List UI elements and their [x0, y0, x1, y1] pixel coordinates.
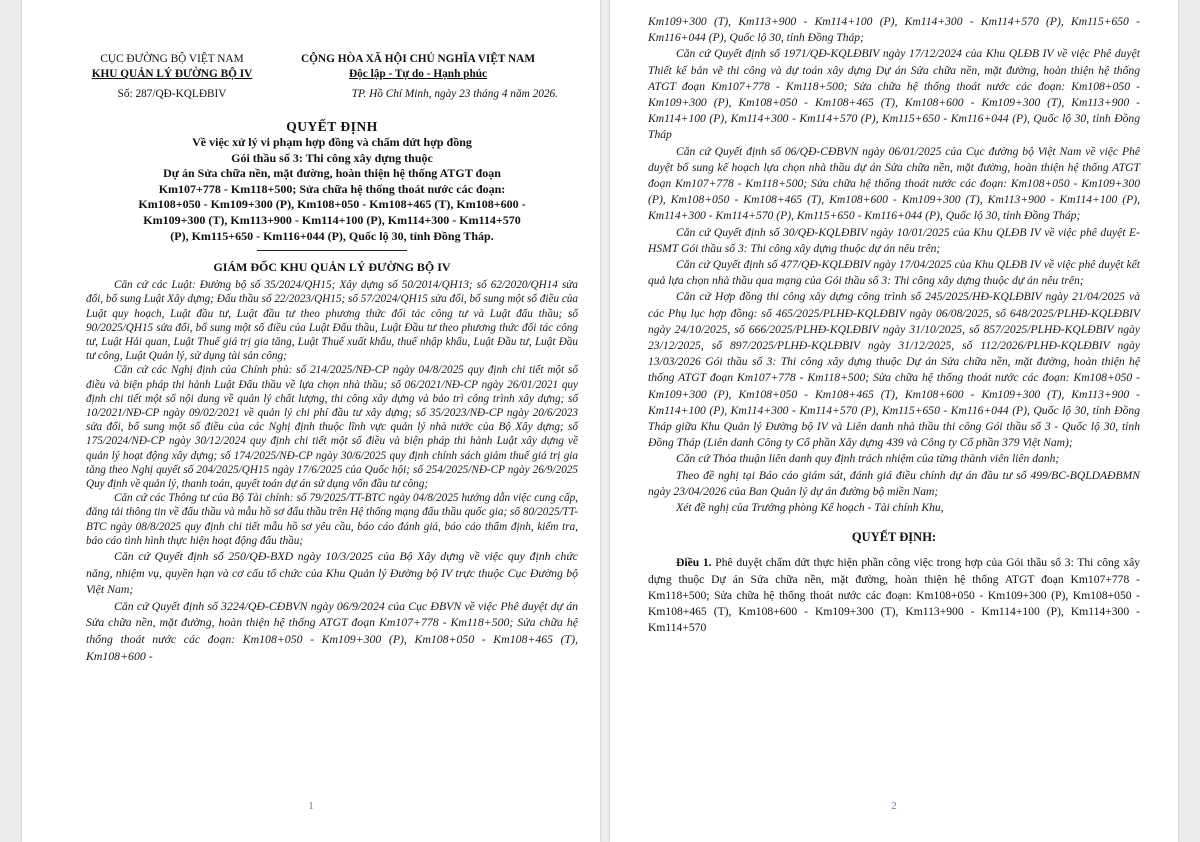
legal-basis-paragraph: Km109+300 (T), Km113+900 - Km114+100 (P), Km114+300 - Km114+570 (P), Km115+650 - Km116+044 (P), Quốc lộ 30, tỉnh Đồng Tháp;: [648, 15, 1140, 45]
document-page-2: [610, 0, 1178, 842]
legal-basis-paragraph: Theo đề nghị tại Báo cáo giám sát, đánh giá điều chỉnh dự án đầu tư số 499/BC-BQLDAĐBMN ngày 23/04/2026 của Ban Quản lý dự án đường bộ miền Nam;: [648, 468, 1140, 498]
document-header: [86, 52, 578, 102]
legal-basis-paragraph: Căn cứ các Thông tư của Bộ Tài chính: số 79/2025/TT-BTC ngày 04/8/2025 hướng dẫn việc cung cấp, đăng tải thông tin về đấu thầu và mẫu hồ sơ đấu thầu trên Hệ thống mạng đấu thầu quốc gia; số 80/2025/TT-BTC ngày 08/8/2025 quy định chi tiết mẫu hồ sơ yêu cầu, báo cáo đánh giá, báo cáo thẩm định, kiểm tra, báo cáo tình hình thực hiện hoạt động đấu thầu;: [86, 492, 578, 547]
legal-basis-paragraph: Căn cứ các Nghị định của Chính phủ: số 214/2025/NĐ-CP ngày 04/8/2025 quy định chi tiết một số điều và biện pháp thi hành Luật Đấu thầu về lựa chọn nhà thầu; số 06/2021/NĐ-CP ngày 26/01/2021 quy định chi tiết một số nội dung về quản lý chất lượng, thi công xây dựng và bảo trì công trình xây dựng; số 10/2021/NĐ-CP ngày 09/02/2021 về quản lý chi phí đầu tư xây dựng; số 35/2023/NĐ-CP ngày 20/6/2023 sửa đổi, bổ sung một số điều của các Nghị định thuộc lĩnh vực quản lý nhà nước của Bộ Xây dựng; số 175/2024/NĐ-CP ngày 30/12/2024 quy định chi tiết một số điều và biện pháp thi hành Luật xây dựng về quản lý hoạt động xây dựng; số 174/2025/NĐ-CP ngày 30/6/2025 quy định chính sách giảm thuế giá trị gia tăng theo Nghị quyết số 204/2025/QH15 ngày 17/6/2025 của Quốc hội; số 254/2025/NĐ-CP ngày 26/9/2025 Quy định về quản lý, thanh toán, quyết toán dự án sử dụng vốn đầu tư công;: [86, 364, 578, 490]
article-1-label: Điều 1.: [676, 556, 712, 570]
article-1-text: Phê duyệt chấm dứt thực hiện phần công việc trong hợp của Gói thầu số 3: Thi công xây dựng thuộc Dự án Sửa chữa nền, mặt đường, hoàn thiện hệ thống ATGT đoạn Km107+778 - Km118+500; Sửa chữa hệ thống thoát nước các đoạn: Km108+050 - Km109+300 (P), Km108+050 - Km108+465 (T), Km108+600 - Km109+300 (T), Km113+900 - Km114+100 (P), Km114+300 - Km114+570: [648, 556, 1141, 635]
issuing-authority: GIÁM ĐỐC KHU QUẢN LÝ ĐƯỜNG BỘ IV: [213, 260, 451, 275]
page-number: 2: [891, 800, 897, 812]
divider: [257, 250, 407, 251]
subject-line: Km109+300 (T), Km113+900 - Km114+100 (P), Km114+300 - Km114+570: [143, 212, 521, 227]
subject-line: Gói thầu số 3: Thi công xây dựng thuộc: [231, 150, 433, 165]
motto: Độc lập - Tự do - Hạnh phúc: [348, 68, 488, 80]
legal-basis-paragraph: Căn cứ Quyết định số 06/QĐ-CĐBVN ngày 06/01/2025 của Cục đường bộ Việt Nam về việc Phê duyệt bổ sung kế hoạch lựa chọn nhà thầu dự án Sửa chữa nền, mặt đường, hoàn thiện hệ thống ATGT đoạn Km107+778 - Km118+500; Sửa chữa hệ thống thoát nước các đoạn: Km108+050 - Km109+300 (P), Km108+050 - Km108+465 (T), Km108+600 - Km109+300 (T), Km113+900 - Km114+100 (P), Km114+300 - Km114+570 (P), Km115+650 - Km116+044 (P), Quốc lộ 30, tỉnh Đồng Tháp;: [648, 144, 1140, 223]
legal-basis-paragraph: Căn cứ Quyết định số 30/QĐ-KQLĐBIV ngày 10/01/2025 của Khu QLĐB IV về việc phê duyệt E-HSMT Gói thầu số 3: Thi công xây dựng thuộc dự án nêu trên;: [648, 225, 1140, 255]
document-number: Số: 287/QĐ-KQLĐBIV: [117, 88, 227, 100]
document-subject: [86, 135, 578, 244]
document-date: TP. Hồ Chí Minh, ngày 23 tháng 4 năm 2026.: [351, 88, 558, 100]
document-title: QUYẾT ĐỊNH: [286, 119, 378, 134]
parent-agency-name: CỤC ĐƯỜNG BỘ VIỆT NAM: [100, 53, 244, 65]
page-number: 1: [308, 800, 314, 812]
legal-basis-paragraph: Căn cứ các Luật: Đường bộ số 35/2024/QH15; Xây dựng số 50/2014/QH13; số 62/2020/QH14 sửa đổi, bổ sung Luật Xây dựng; Đấu thầu số 22/2023/QH15; số 57/2024/QH15 sửa đổi, bổ sung một số điều của Luật quy hoạch, Luật đầu tư, Luật đầu tư theo phương thức đối tác công tư và Luật đấu thầu; số 90/2025/QH15 sửa đổi, bổ sung một số điều của Luật Đấu thầu, Luật Đầu tư theo phương thức đối tác công tư, Luật Hải quan, Luật Thuế giá trị gia tăng, Luật Thuế xuất khẩu, thuế nhập khẩu, Luật Đầu tư, Luật Đầu tư công, Luật Quản lý, sử dụng tài sản công;: [86, 279, 578, 363]
document-page-1: [22, 0, 600, 842]
agency-name: KHU QUẢN LÝ ĐƯỜNG BỘ IV: [91, 68, 253, 80]
issuing-agency: [86, 52, 258, 102]
legal-basis-paragraph: Căn cứ Quyết định số 250/QĐ-BXD ngày 10/3/2025 của Bộ Xây dựng về việc quy định chức năng, nhiệm vụ, quyền hạn và cơ cấu tổ chức của Khu Quản lý Đường bộ IV trực thuộc Cục Đường bộ Việt Nam;: [86, 549, 578, 597]
country-name: CỘNG HÒA XÃ HỘI CHỦ NGHĨA VIỆT NAM: [300, 53, 536, 65]
legal-basis-paragraph: Căn cứ Hợp đồng thi công xây dựng công trình số 245/2025/HĐ-KQLĐBIV ngày 21/04/2025 và các Phụ lục hợp đồng: số 465/2025/PLHĐ-KQLĐBIV ngày 06/08/2025, số 648/2025/PLHĐ-KQLĐBIV ngày 24/10/2025, số 666/2025/PLHĐ-KQLĐBIV ngày 31/10/2025, số 857/2025/PLHĐ-KQLĐBIV ngày 23/12/2025, số 897/2025/PLHĐ-KQLĐBIV ngày 31/12/2025, số 112/2026/PLHĐ-KQLĐBIV ngày 13/03/2026 Gói thầu số 3: Thi công xây dựng thuộc Dự án Sửa chữa nền, mặt đường, hoàn thiện hệ thống ATGT đoạn Km107+778 - Km118+500; Sửa chữa hệ thống thoát nước các đoạn: Km108+050 - Km109+300 (P), Km108+050 - Km108+465 (T), Km108+600 - Km109+300 (T), Km113+900 - Km114+100 (P), Km114+300 - Km114+570 (P), Km115+650 - Km116+044 (P), Quốc lộ 30, tỉnh Đồng Tháp giữa Khu Quản lý Đường bộ IV và Liên danh nhà thầu thi công Gói thầu số 3 - Quốc lộ 30, tỉnh Đồng Tháp (Liên danh Công ty Cổ phần Xây dựng 439 và Công ty Cổ phần 379 Việt Nam);: [648, 290, 1140, 450]
legal-basis-paragraph: Căn cứ Thỏa thuận liên danh quy định trách nhiệm của từng thành viên liên danh;: [676, 452, 1060, 466]
legal-basis-paragraph: Xét đề nghị của Trưởng phòng Kế hoạch - Tài chính Khu,: [676, 501, 944, 515]
article-1: [648, 555, 1140, 636]
decision-heading: QUYẾT ĐỊNH:: [851, 530, 937, 545]
legal-basis-paragraph: Căn cứ Quyết định số 3224/QĐ-CĐBVN ngày 06/9/2024 của Cục ĐBVN về việc Phê duyệt dự án Sửa chữa nền, mặt đường, hoàn thiện hệ thống ATGT đoạn Km107+778 - Km118+500; Sửa chữa hệ thống thoát nước các đoạn: Km108+050 - Km109+300 (P), Km108+050 - Km108+465 (T), Km108+600 -: [86, 598, 578, 663]
subject-line: (P), Km115+650 - Km116+044 (P), Quốc lộ 30, tỉnh Đồng Tháp.: [170, 228, 494, 243]
national-motto: [258, 52, 578, 102]
subject-line: Km107+778 - Km118+500; Sửa chữa hệ thống thoát nước các đoạn:: [158, 181, 506, 196]
subject-line: Km108+050 - Km109+300 (P), Km108+050 - Km108+465 (T), Km108+600 -: [138, 197, 526, 212]
subject-line: Dự án Sửa chữa nền, mặt đường, hoàn thiện hệ thống ATGT đoạn: [163, 166, 501, 181]
legal-basis-paragraph: Căn cứ Quyết định số 477/QĐ-KQLĐBIV ngày 17/04/2025 của Khu QLĐB IV về việc phê duyệt kết quả lựa chọn nhà thầu qua mạng của Gói thầu số 3: Thi công xây dựng thuộc dự án nêu trên;: [648, 258, 1140, 288]
legal-basis-paragraph: Căn cứ Quyết định số 1971/QĐ-KQLĐBIV ngày 17/12/2024 của Khu QLĐB IV về việc Phê duyệt Thiết kế bản vẽ thi công và dự toán xây dựng Dự án Sửa chữa nền, mặt đường, hoàn thiện hệ thống ATGT đoạn Km107+778 - Km118+500; Sửa chữa hệ thống thoát nước các đoạn: Km108+050 - Km109+300 (P), Km108+050 - Km108+465 (T), Km108+600 - Km109+300 (T), Km113+900 - Km114+100 (P), Km114+300 - Km114+570 (P), Km115+650 - Km116+044 (P), Quốc lộ 30, tỉnh Đồng Tháp: [648, 47, 1140, 142]
subject-line: Về việc xử lý vi phạm hợp đồng và chấm dứt hợp đồng: [192, 135, 472, 149]
